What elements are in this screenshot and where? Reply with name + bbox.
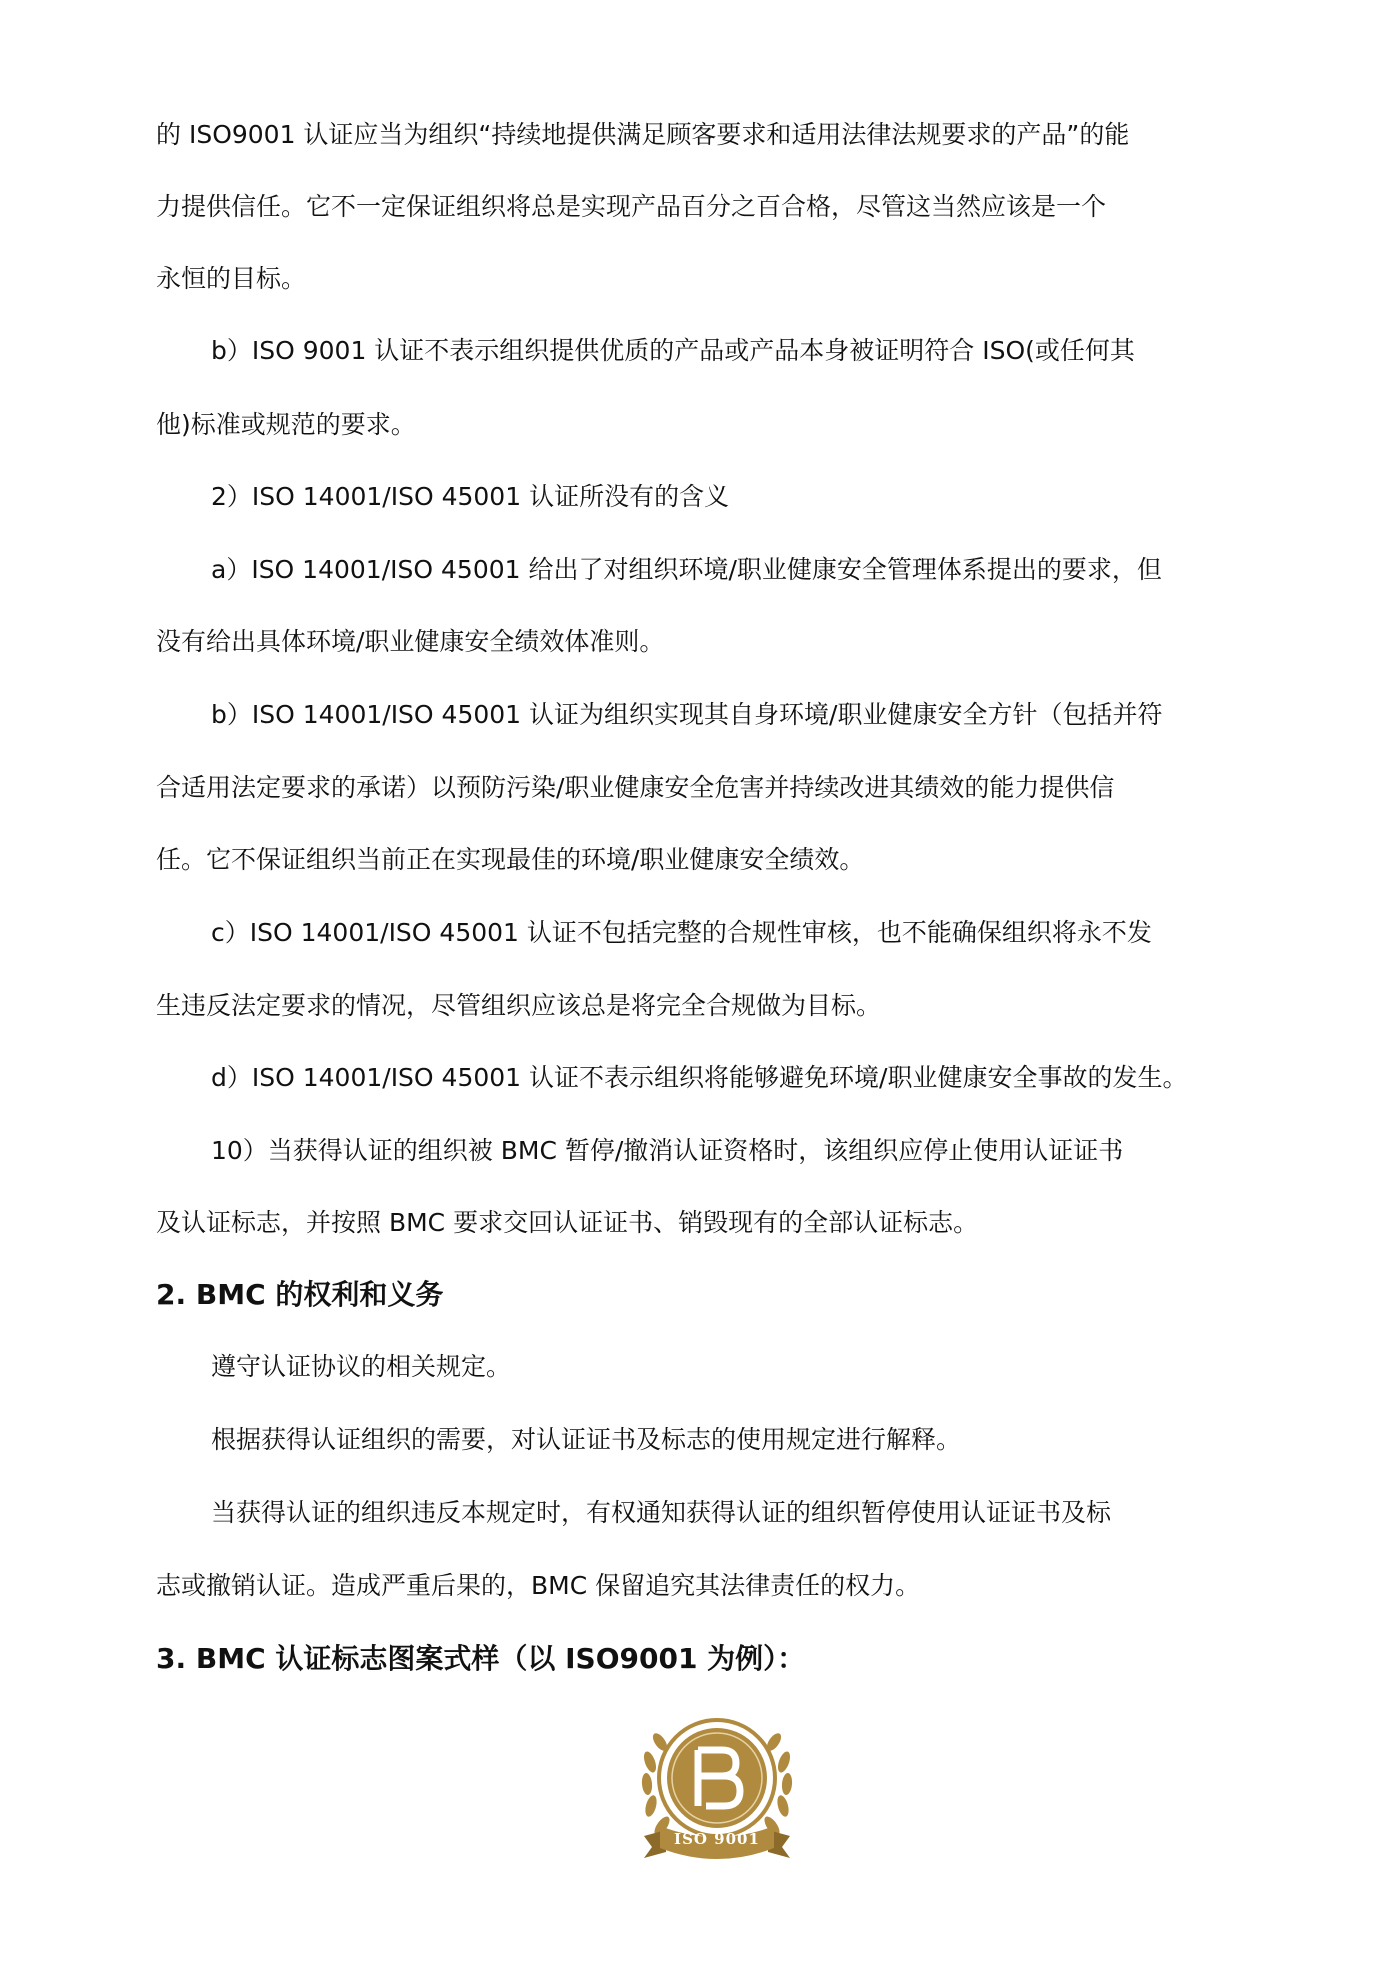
text-line: 10）当获得认证的组织被 BMC 暂停/撤消认证资格时，该组织应停止使用认证证书 [211, 1136, 1124, 1165]
text-line: 当获得认证的组织违反本规定时，有权通知获得认证的组织暂停使用认证证书及标 [211, 1498, 1112, 1527]
text-line: b）ISO 9001 认证不表示组织提供优质的产品或产品本身被证明符合 ISO(或任何其 [211, 336, 1135, 365]
text-line: 力提供信任。它不一定保证组织将总是实现产品百分之百合格，尽管这当然应该是一个 [156, 192, 1107, 221]
text-line: 志或撤销认证。造成严重后果的，BMC 保留追究其法律责任的权力。 [156, 1571, 921, 1600]
text-line: 生违反法定要求的情况，尽管组织应该总是将完全合规做为目标。 [156, 991, 882, 1020]
text-line: c）ISO 14001/ISO 45001 认证不包括完整的合规性审核，也不能确保组织将永不发 [211, 918, 1152, 947]
text-line: 他)标准或规范的要求。 [156, 410, 416, 439]
text-line: a）ISO 14001/ISO 45001 给出了对组织环境/职业健康安全管理体系提出的要求，但 [211, 555, 1162, 584]
logo-ribbon-text: ISO 9001 [674, 1830, 760, 1848]
section-3-heading: 3. BMC 认证标志图案式样（以 ISO9001 为例）： [156, 1642, 806, 1675]
text-line: 没有给出具体环境/职业健康安全绩效体准则。 [156, 627, 665, 656]
text-line: 2）ISO 14001/ISO 45001 认证所没有的含义 [211, 482, 730, 511]
section-2-heading: 2. BMC 的权利和义务 [156, 1278, 444, 1311]
text-line: 遵守认证协议的相关规定。 [211, 1352, 512, 1381]
text-line: 任。它不保证组织当前正在实现最佳的环境/职业健康安全绩效。 [156, 845, 865, 874]
text-line: 根据获得认证组织的需要，对认证证书及标志的使用规定进行解释。 [211, 1425, 962, 1454]
text-line: d）ISO 14001/ISO 45001 认证不表示组织将能够避免环境/职业健康安全事故的发生。 [211, 1063, 1188, 1092]
text-line: 及认证标志，并按照 BMC 要求交回认证证书、销毁现有的全部认证标志。 [156, 1208, 979, 1237]
text-line: b）ISO 14001/ISO 45001 认证为组织实现其自身环境/职业健康安全方针（包括并符 [211, 700, 1163, 729]
certification-logo [636, 1702, 798, 1870]
text-line: 的 ISO9001 认证应当为组织“持续地提供满足顾客要求和适用法律法规要求的产品”的能 [156, 120, 1130, 149]
text-line: 永恒的目标。 [156, 264, 307, 293]
text-line: 合适用法定要求的承诺）以预防污染/职业健康安全危害并持续改进其绩效的能力提供信 [156, 773, 1115, 802]
